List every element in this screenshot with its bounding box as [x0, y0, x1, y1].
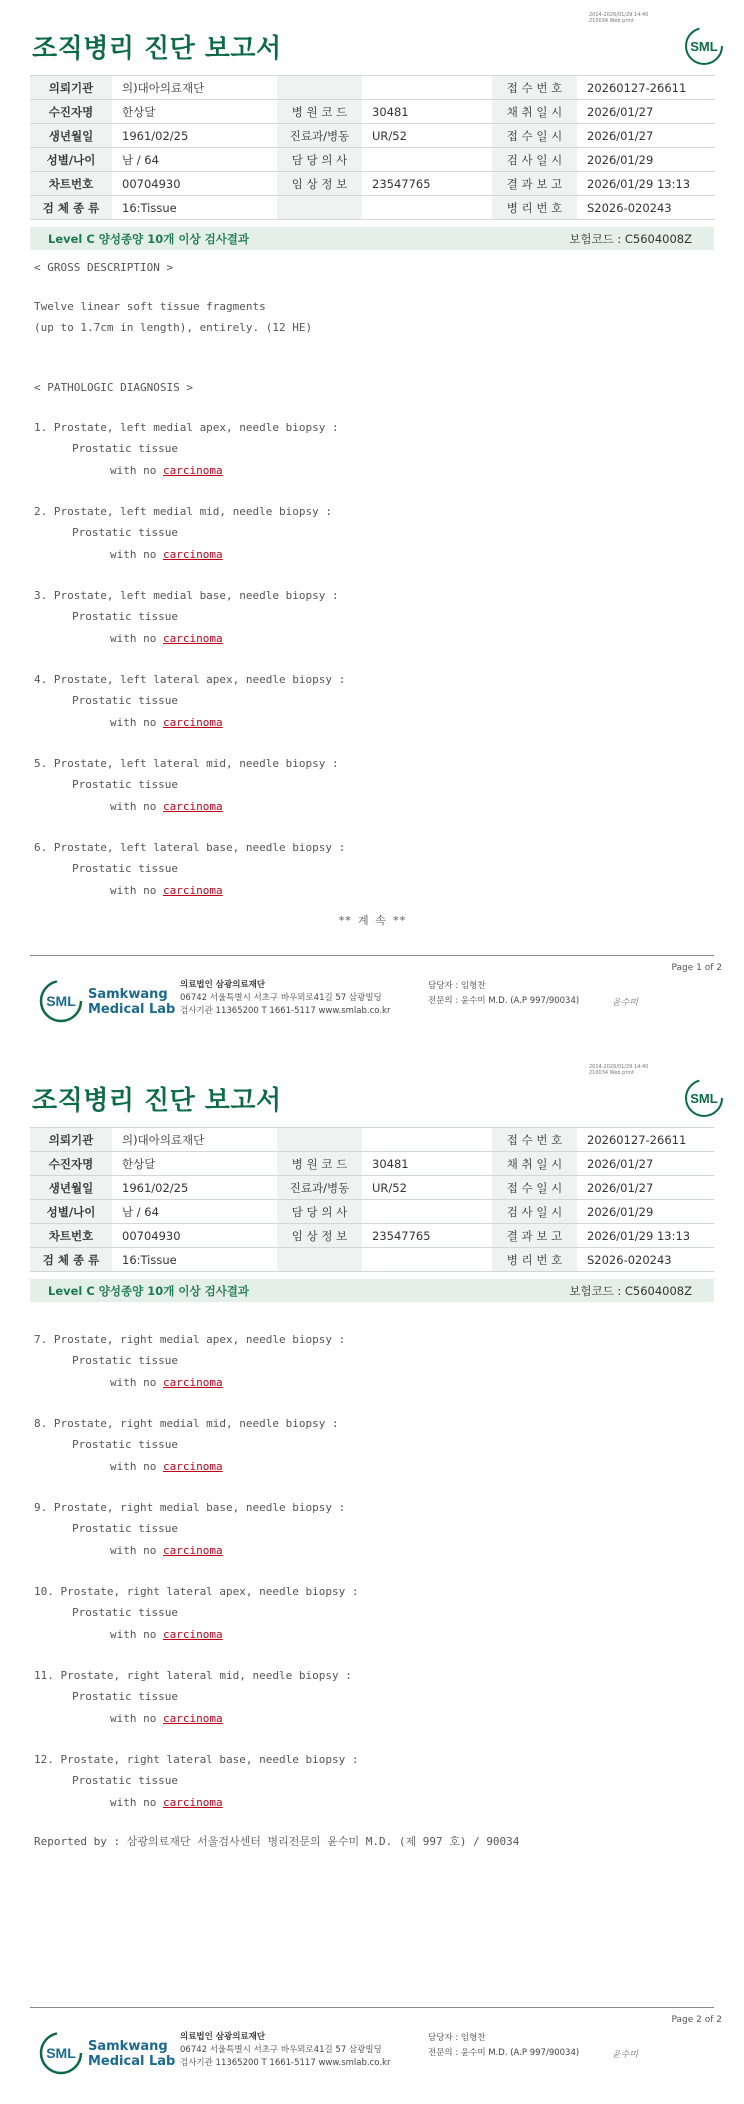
level-label: Level C 양성종양 10개 이상 검사결과 — [48, 1284, 250, 1298]
diagnosis-result — [110, 1628, 223, 1641]
carcinoma-link[interactable]: carcinoma — [162, 464, 223, 477]
diagnosis-item — [34, 1333, 694, 1403]
info-label: 검 사 일 시 — [492, 148, 577, 172]
sml-logo-icon — [684, 26, 724, 66]
info-label: 접 수 일 시 — [492, 1176, 577, 1200]
tissue-type: Prostatic tissue — [72, 1438, 178, 1451]
info-label: 검 체 종 류 — [30, 196, 112, 220]
carcinoma-link[interactable]: carcinoma — [162, 1460, 223, 1473]
patient-info-table — [30, 75, 714, 220]
diagnosis-item — [34, 1669, 694, 1739]
info-label: 차트번호 — [30, 1224, 112, 1248]
info-label: 담 당 의 사 — [277, 148, 362, 172]
info-value: 16:Tissue — [112, 1248, 277, 1272]
continued-note: ** 계 속 ** — [338, 914, 406, 927]
info-label: 임 상 정 보 — [277, 1224, 362, 1248]
tissue-type: Prostatic tissue — [72, 1354, 178, 1367]
with-no-text: with no — [110, 1796, 163, 1809]
level-label: Level C 양성종양 10개 이상 검사결과 — [48, 232, 250, 246]
path-heading: < PATHOLOGIC DIAGNOSIS > — [34, 381, 193, 394]
info-value: 한상달 — [112, 1152, 277, 1176]
page-number: Page 1 of 2 — [671, 963, 722, 973]
brand-name: Samkwang Medical Lab — [88, 2039, 176, 2069]
info-value: 2026/01/29 13:13 — [577, 172, 714, 196]
diagnosis-item — [34, 1417, 694, 1487]
with-no-text: with no — [110, 800, 163, 813]
tissue-type: Prostatic tissue — [72, 1522, 178, 1535]
report-page-2 — [0, 1052, 744, 2104]
info-row — [30, 1200, 714, 1224]
info-value — [362, 1128, 492, 1152]
carcinoma-link[interactable]: carcinoma — [162, 1796, 223, 1809]
insurance-code: 보험코드 : C5604008Z — [569, 232, 692, 246]
tissue-type: Prostatic tissue — [72, 442, 178, 455]
carcinoma-link[interactable]: carcinoma — [162, 632, 223, 645]
with-no-text: with no — [110, 1544, 163, 1557]
diagnosis-site: 7. Prostate, right medial apex, needle biopsy : — [34, 1333, 346, 1346]
page-number: Page 2 of 2 — [671, 2015, 722, 2025]
tissue-type: Prostatic tissue — [72, 778, 178, 791]
info-label: 생년월일 — [30, 124, 112, 148]
gross-heading: < GROSS DESCRIPTION > — [34, 261, 174, 274]
tissue-type: Prostatic tissue — [72, 694, 178, 707]
diagnosis-item — [34, 841, 694, 911]
diagnosis-site: 6. Prostate, left lateral base, needle biopsy : — [34, 841, 346, 854]
info-value — [362, 148, 492, 172]
info-label: 접 수 일 시 — [492, 124, 577, 148]
info-value: 00704930 — [112, 1224, 277, 1248]
info-value: 의)대아의료재단 — [112, 76, 277, 100]
info-value: 2026/01/29 — [577, 1200, 714, 1224]
footer-address: 의료법인 삼광의료재단 06742 서울특별시 서초구 바우뫼로41길 57 삼광빌딩 검사기관 11365200 T 1661-5117 www.smlab.co.kr — [180, 980, 391, 1016]
diagnosis-item — [34, 673, 694, 743]
diagnosis-site: 10. Prostate, right lateral apex, needle biopsy : — [34, 1585, 359, 1598]
info-label: 성별/나이 — [30, 1200, 112, 1224]
info-label: 의뢰기관 — [30, 1128, 112, 1152]
diagnosis-site: 2. Prostate, left medial mid, needle biopsy : — [34, 505, 333, 518]
info-label: 채 취 일 시 — [492, 1152, 577, 1176]
info-row — [30, 196, 714, 220]
sml-logo-icon — [684, 1078, 724, 1118]
info-label: 임 상 정 보 — [277, 172, 362, 196]
info-label — [277, 1248, 362, 1272]
with-no-text: with no — [110, 1628, 163, 1641]
diagnosis-item — [34, 1501, 694, 1571]
info-label: 병 원 코 드 — [277, 100, 362, 124]
diagnosis-site: 3. Prostate, left medial base, needle biopsy : — [34, 589, 339, 602]
info-value: 00704930 — [112, 172, 277, 196]
diagnosis-result — [110, 632, 223, 645]
with-no-text: with no — [110, 548, 163, 561]
info-value: 20260127-26611 — [577, 76, 714, 100]
info-row — [30, 124, 714, 148]
gross-line-1: Twelve linear soft tissue fragments — [34, 300, 266, 313]
diagnosis-site: 9. Prostate, right medial base, needle biopsy : — [34, 1501, 346, 1514]
info-label: 생년월일 — [30, 1176, 112, 1200]
reported-by: Reported by : 삼광의료재단 서울검사센터 병리전문의 윤수미 M.D. (제 997 호) / 90034 — [34, 1835, 520, 1848]
diagnosis-item — [34, 757, 694, 827]
info-row — [30, 1224, 714, 1248]
diagnosis-result — [110, 716, 223, 729]
print-stamp: 2014-2026/01/29 14:40 210034 Web print — [589, 1064, 649, 1076]
info-label — [277, 76, 362, 100]
info-label: 차트번호 — [30, 172, 112, 196]
info-value: 2026/01/27 — [577, 124, 714, 148]
with-no-text: with no — [110, 716, 163, 729]
info-row — [30, 100, 714, 124]
diagnosis-item — [34, 1585, 694, 1655]
brand-name: Samkwang Medical Lab — [88, 987, 176, 1017]
carcinoma-link[interactable]: carcinoma — [162, 1376, 223, 1389]
info-value — [362, 76, 492, 100]
info-label: 병 원 코 드 — [277, 1152, 362, 1176]
patient-info-table — [30, 1127, 714, 1272]
info-label — [277, 1128, 362, 1152]
info-label: 진료과/병동 — [277, 124, 362, 148]
info-label: 수진자명 — [30, 100, 112, 124]
diagnosis-item — [34, 421, 694, 491]
signature: 윤수미 — [612, 998, 639, 1008]
info-label: 접 수 번 호 — [492, 1128, 577, 1152]
diagnosis-site: 4. Prostate, left lateral apex, needle biopsy : — [34, 673, 346, 686]
info-value: UR/52 — [362, 124, 492, 148]
info-value: 20260127-26611 — [577, 1128, 714, 1152]
with-no-text: with no — [110, 1376, 163, 1389]
insurance-code: 보험코드 : C5604008Z — [569, 1284, 692, 1298]
info-value: 2026/01/27 — [577, 100, 714, 124]
tissue-type: Prostatic tissue — [72, 610, 178, 623]
footer-divider — [30, 955, 714, 956]
samkwang-logo-icon — [38, 2030, 84, 2076]
info-value: S2026-020243 — [577, 196, 714, 220]
info-value: 의)대아의료재단 — [112, 1128, 277, 1152]
tissue-type: Prostatic tissue — [72, 526, 178, 539]
samkwang-logo-icon — [38, 978, 84, 1024]
info-row — [30, 172, 714, 196]
diagnosis-result — [110, 1712, 223, 1725]
info-label: 채 취 일 시 — [492, 100, 577, 124]
info-label: 의뢰기관 — [30, 76, 112, 100]
info-row — [30, 1248, 714, 1272]
footer-divider — [30, 2007, 714, 2008]
info-row — [30, 1128, 714, 1152]
footer-signers: 담당자 : 임형찬 전문의 : 윤수미 M.D. (A.P 997/90034) — [428, 2033, 580, 2058]
print-stamp: 2014-2026/01/29 14:40 210034 Web print — [589, 12, 649, 24]
report-title: 조직병리 진단 보고서 — [32, 1086, 282, 1116]
tissue-type: Prostatic tissue — [72, 862, 178, 875]
svg-text:SML: SML — [46, 2045, 76, 2061]
info-label: 결 과 보 고 — [492, 1224, 577, 1248]
diagnosis-result — [110, 884, 223, 897]
info-value: 남 / 64 — [112, 148, 277, 172]
diagnosis-site: 11. Prostate, right lateral mid, needle biopsy : — [34, 1669, 352, 1682]
info-value: 남 / 64 — [112, 1200, 277, 1224]
footer-signers: 담당자 : 임형찬 전문의 : 윤수미 M.D. (A.P 997/90034) — [428, 981, 580, 1006]
info-value: UR/52 — [362, 1176, 492, 1200]
info-value: 23547765 — [362, 172, 492, 196]
carcinoma-link[interactable]: carcinoma — [162, 716, 223, 729]
diagnosis-site: 8. Prostate, right medial mid, needle biopsy : — [34, 1417, 339, 1430]
info-value: S2026-020243 — [577, 1248, 714, 1272]
level-bar — [30, 227, 714, 250]
info-value: 23547765 — [362, 1224, 492, 1248]
info-row — [30, 1176, 714, 1200]
info-label: 담 당 의 사 — [277, 1200, 362, 1224]
svg-text:SML: SML — [690, 1091, 718, 1106]
info-value: 1961/02/25 — [112, 1176, 277, 1200]
diagnosis-result — [110, 800, 223, 813]
info-value: 2026/01/27 — [577, 1176, 714, 1200]
info-label: 수진자명 — [30, 1152, 112, 1176]
diagnosis-result — [110, 1376, 223, 1389]
diagnosis-result — [110, 548, 223, 561]
diagnosis-site: 5. Prostate, left lateral mid, needle biopsy : — [34, 757, 339, 770]
info-value: 16:Tissue — [112, 196, 277, 220]
info-value — [362, 1200, 492, 1224]
carcinoma-link[interactable]: carcinoma — [162, 548, 223, 561]
info-label: 병 리 번 호 — [492, 196, 577, 220]
info-label: 접 수 번 호 — [492, 76, 577, 100]
diagnosis-item — [34, 1753, 694, 1823]
diagnosis-result — [110, 1460, 223, 1473]
diagnosis-site: 1. Prostate, left medial apex, needle biopsy : — [34, 421, 339, 434]
svg-text:SML: SML — [690, 39, 718, 54]
level-bar — [30, 1279, 714, 1302]
info-value: 2026/01/29 — [577, 148, 714, 172]
with-no-text: with no — [110, 464, 163, 477]
carcinoma-link[interactable]: carcinoma — [162, 1712, 223, 1725]
info-label: 검 사 일 시 — [492, 1200, 577, 1224]
info-label: 병 리 번 호 — [492, 1248, 577, 1272]
info-row — [30, 148, 714, 172]
with-no-text: with no — [110, 1460, 163, 1473]
info-value: 한상달 — [112, 100, 277, 124]
info-value: 2026/01/29 13:13 — [577, 1224, 714, 1248]
info-label: 결 과 보 고 — [492, 172, 577, 196]
tissue-type: Prostatic tissue — [72, 1774, 178, 1787]
diagnosis-item — [34, 505, 694, 575]
gross-line-2: (up to 1.7cm in length), entirely. (12 HE) — [34, 321, 313, 334]
carcinoma-link[interactable]: carcinoma — [162, 1544, 223, 1557]
diagnosis-item — [34, 589, 694, 659]
carcinoma-link[interactable]: carcinoma — [162, 1628, 223, 1641]
info-label — [277, 196, 362, 220]
carcinoma-link[interactable]: carcinoma — [162, 800, 223, 813]
info-value — [362, 1248, 492, 1272]
diagnosis-site: 12. Prostate, right lateral base, needle biopsy : — [34, 1753, 359, 1766]
info-label: 진료과/병동 — [277, 1176, 362, 1200]
info-value: 2026/01/27 — [577, 1152, 714, 1176]
diagnosis-result — [110, 464, 223, 477]
info-row — [30, 1152, 714, 1176]
info-value: 30481 — [362, 100, 492, 124]
info-label: 성별/나이 — [30, 148, 112, 172]
footer-address: 의료법인 삼광의료재단 06742 서울특별시 서초구 바우뫼로41길 57 삼광빌딩 검사기관 11365200 T 1661-5117 www.smlab.co.kr — [180, 2032, 391, 2068]
info-value — [362, 196, 492, 220]
signature: 윤수미 — [612, 2050, 639, 2060]
info-row — [30, 76, 714, 100]
with-no-text: with no — [110, 884, 163, 897]
diagnosis-result — [110, 1796, 223, 1809]
svg-text:SML: SML — [46, 993, 76, 1009]
report-title: 조직병리 진단 보고서 — [32, 34, 282, 64]
carcinoma-link[interactable]: carcinoma — [162, 884, 223, 897]
info-value: 30481 — [362, 1152, 492, 1176]
diagnosis-result — [110, 1544, 223, 1557]
info-value: 1961/02/25 — [112, 124, 277, 148]
tissue-type: Prostatic tissue — [72, 1606, 178, 1619]
with-no-text: with no — [110, 1712, 163, 1725]
info-label: 검 체 종 류 — [30, 1248, 112, 1272]
tissue-type: Prostatic tissue — [72, 1690, 178, 1703]
with-no-text: with no — [110, 632, 163, 645]
